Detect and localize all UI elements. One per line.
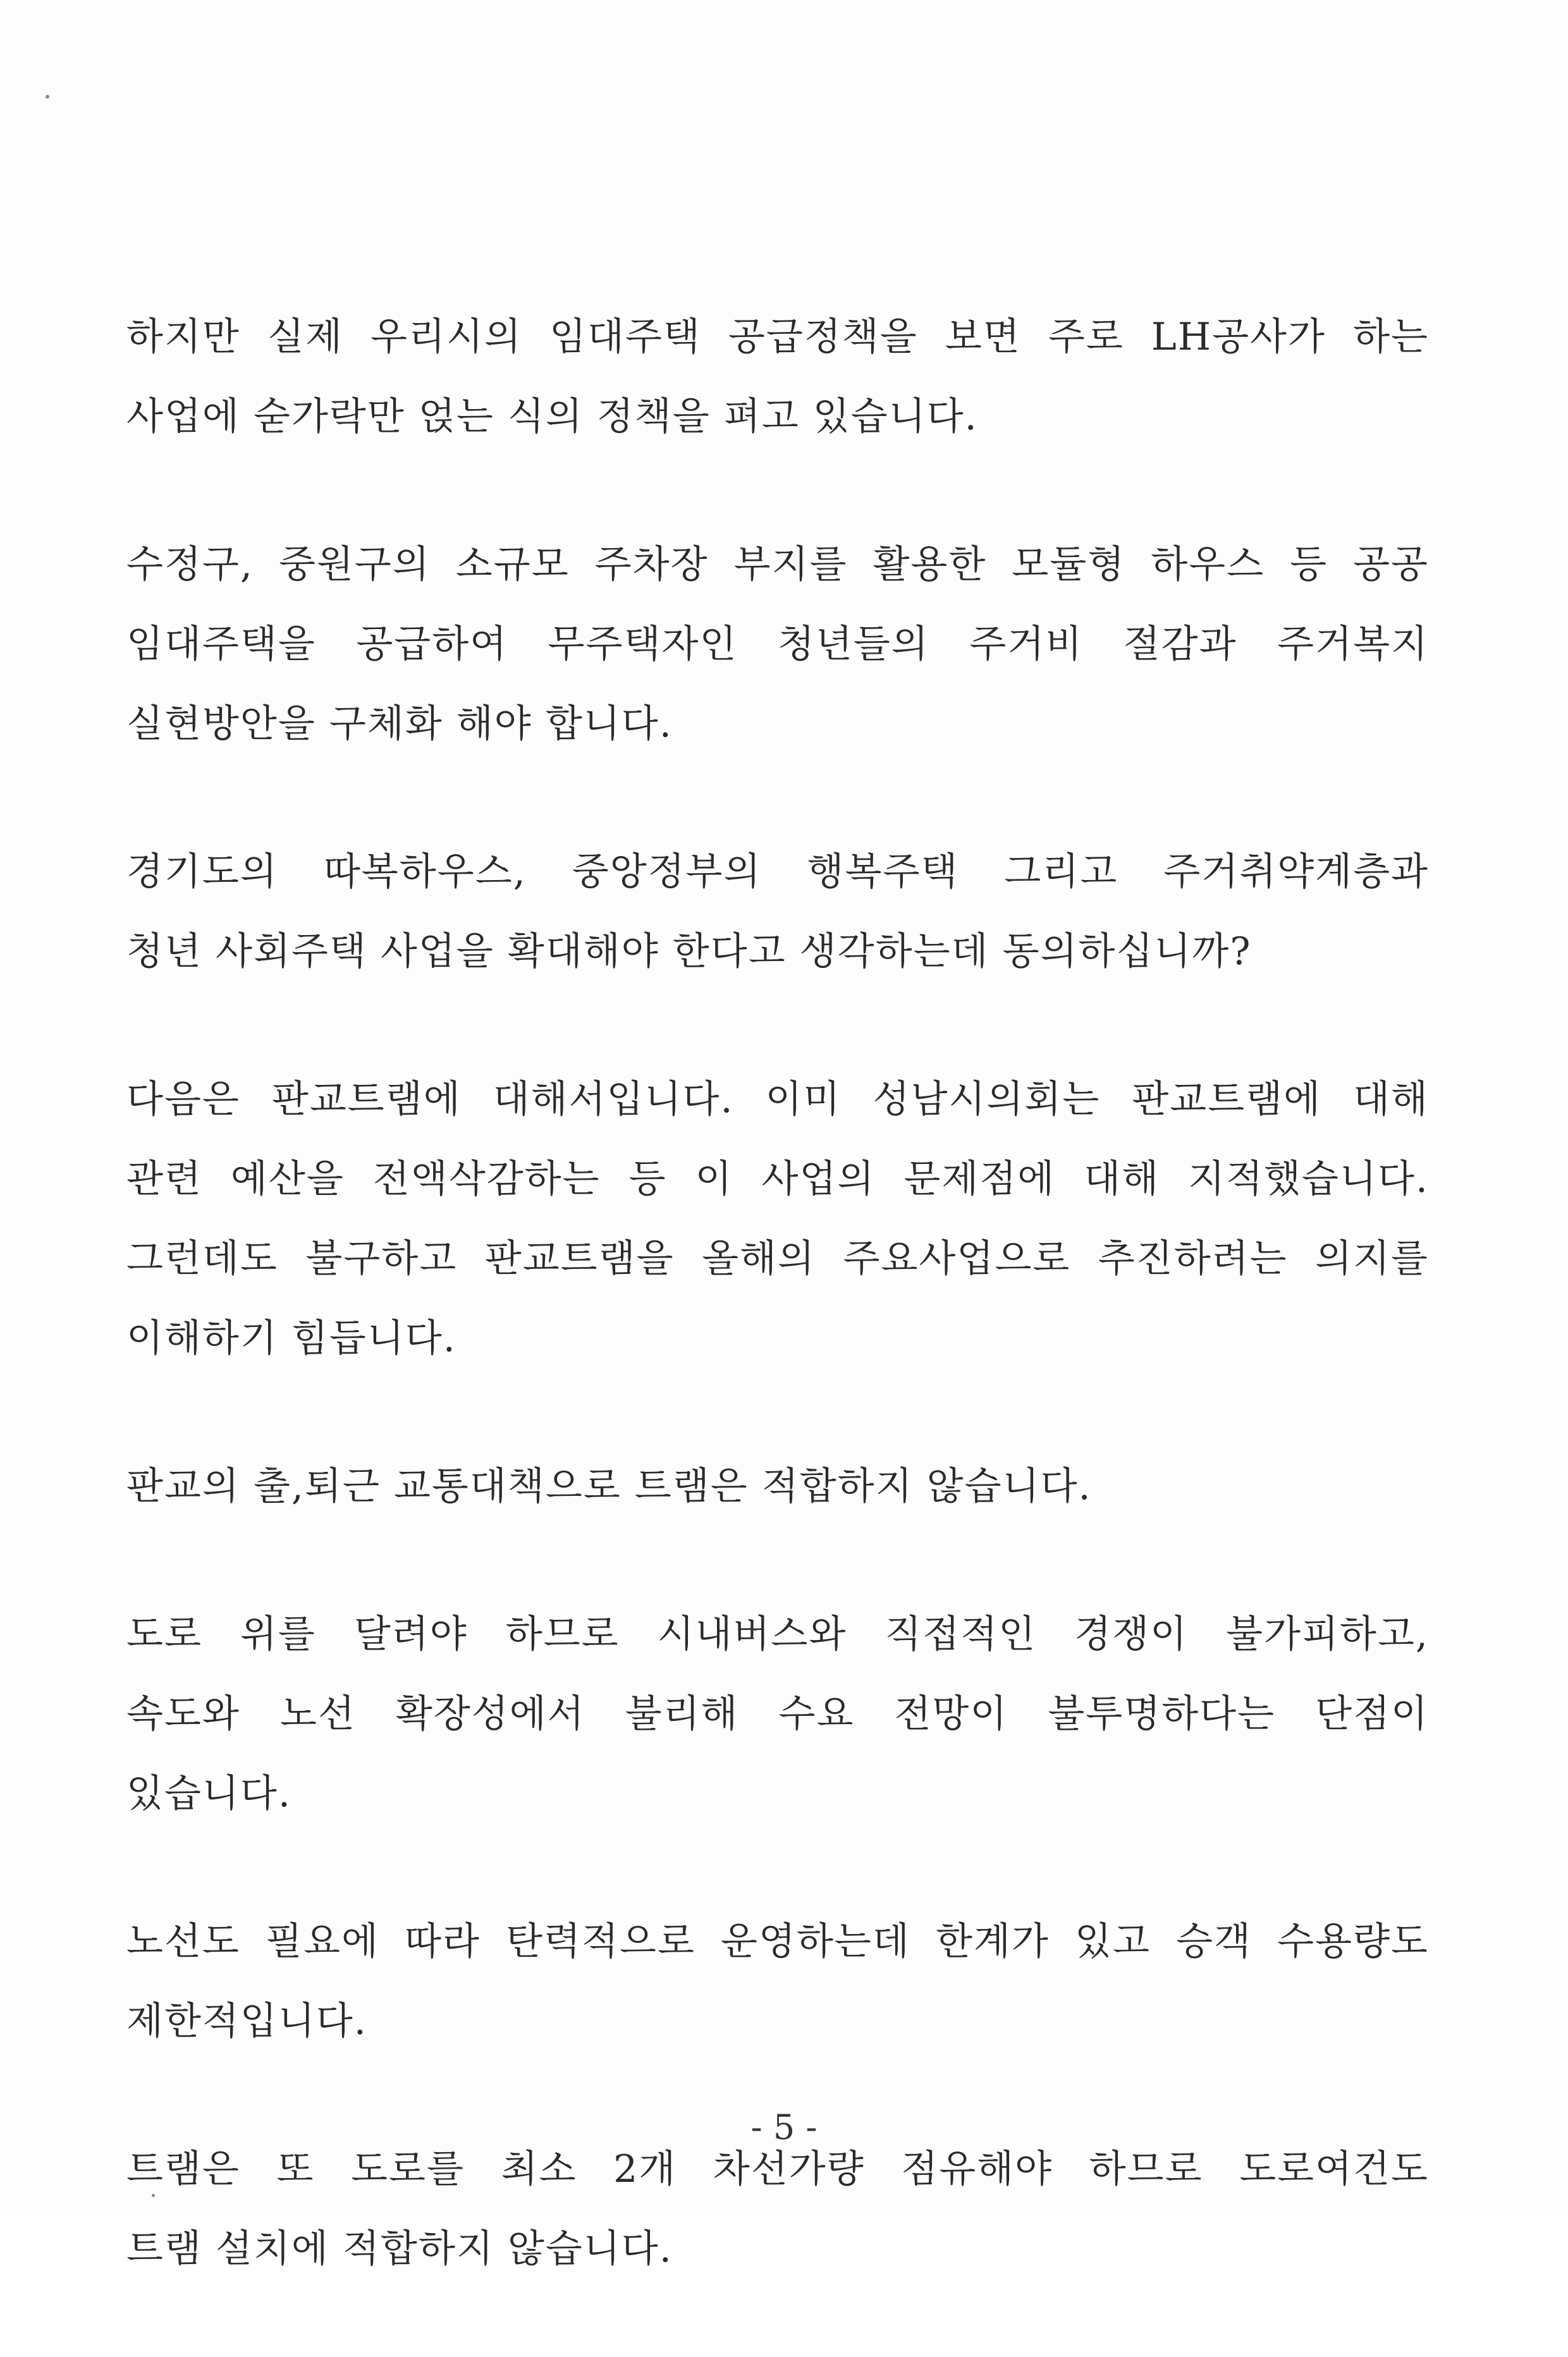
paragraph-6 xyxy=(126,1595,1429,1834)
paragraph-8 xyxy=(126,2129,1429,2289)
paragraph-2 xyxy=(126,525,1429,764)
paragraph-7 xyxy=(126,1902,1429,2061)
text-line: 제한적입니다. xyxy=(126,1999,367,2043)
text-line: 판교의 출,퇴근 교통대책으로 트램은 적합하지 않습니다. xyxy=(126,1464,1092,1509)
text-line: 이해하기 힘듭니다. xyxy=(126,1316,456,1361)
text-line: 있습니다. xyxy=(126,1772,291,1816)
document-body xyxy=(126,297,1429,2357)
text-line: 트램은 또 도로를 최소 2개 차선가량 점유해야 하므로 도로여건도 xyxy=(126,2147,1429,2191)
paragraph-4 xyxy=(126,1060,1429,1378)
page-number: - 5 - xyxy=(750,2107,818,2147)
text-line: 경기도의 따복하우스, 중앙정부의 행복주택 그리고 주거취약계층과 xyxy=(126,850,1429,894)
paragraph-3 xyxy=(126,832,1429,991)
text-line: 수정구, 중원구의 소규모 주차장 부지를 활용한 모듈형 하우스 등 공공 xyxy=(126,542,1429,587)
text-line: 속도와 노선 확장성에서 불리해 수요 전망이 불투명하다는 단점이 xyxy=(126,1692,1429,1736)
text-line: 노선도 필요에 따라 탄력적으로 운영하는데 한계가 있고 승객 수용량도 xyxy=(126,1919,1429,1964)
text-line: 도로 위를 달려야 하므로 시내버스와 직접적인 경쟁이 불가피하고, xyxy=(126,1612,1429,1656)
paragraph-1 xyxy=(126,297,1429,456)
text-line: 사업에 숟가락만 얹는 식의 정책을 펴고 있습니다. xyxy=(126,395,978,439)
text-line: 트램 설치에 적합하지 않습니다. xyxy=(126,2227,673,2271)
paragraph-5 xyxy=(126,1447,1429,1526)
text-line: 청년 사회주택 사업을 확대해야 한다고 생각하는데 동의하십니까? xyxy=(126,929,1252,974)
text-line: 다음은 판교트램에 대해서입니다. 이미 성남시의회는 판교트램에 대해 xyxy=(126,1077,1429,1122)
text-line: 임대주택을 공급하여 무주택자인 청년들의 주거비 절감과 주거복지 xyxy=(126,622,1429,666)
scan-speck xyxy=(46,95,49,99)
text-line: 실현방안을 구체화 해야 합니다. xyxy=(126,702,673,746)
text-line: 관련 예산을 전액삭감하는 등 이 사업의 문제점에 대해 지적했습니다. xyxy=(126,1157,1429,1201)
text-line: 하지만 실제 우리시의 임대주택 공급정책을 보면 주로 LH공사가 하는 xyxy=(126,315,1429,359)
text-line: 그런데도 불구하고 판교트램을 올해의 주요사업으로 추진하려는 의지를 xyxy=(126,1237,1429,1281)
